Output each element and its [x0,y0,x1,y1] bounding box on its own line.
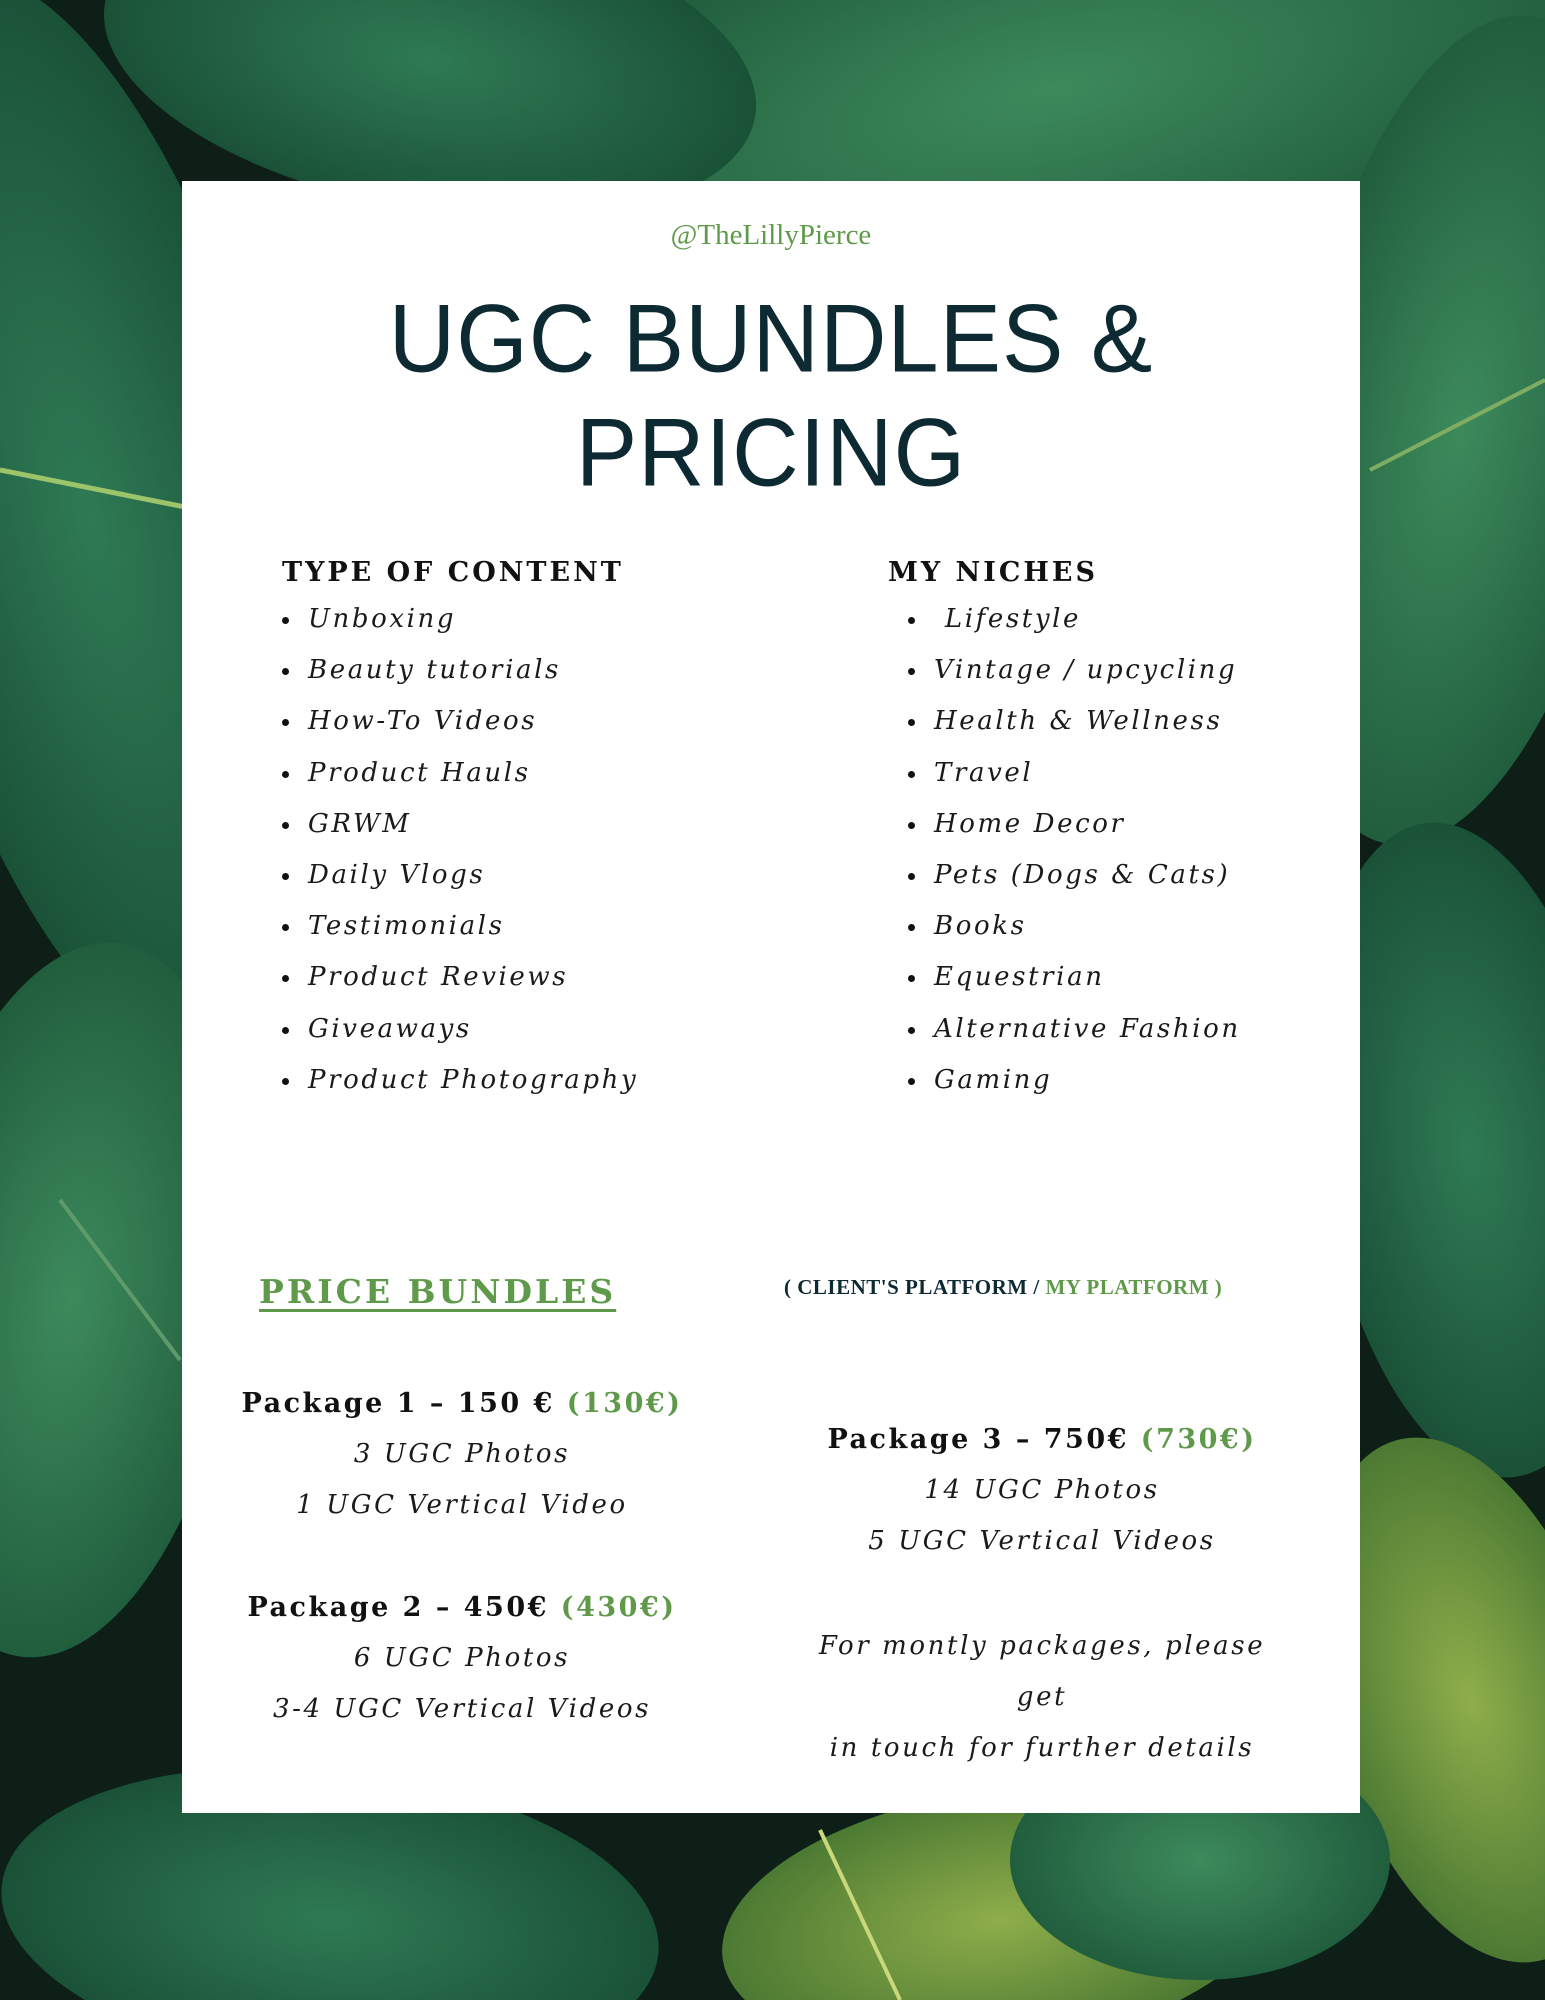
monthly-packages-note [802,1621,1282,1774]
package-item: 3 UGC Photos [353,1439,571,1469]
package-item: 1 UGC Vertical Video [296,1490,628,1520]
package-2 [222,1582,702,1735]
package-item: 3-4 UGC Vertical Videos [272,1694,652,1724]
social-handle: @TheLillyPierce [670,219,872,251]
list-item: Product Photography [282,1055,638,1106]
package-my-platform-price: (430€) [560,1592,677,1623]
page-title-line-1: UGC BUNDLES & [388,285,1154,393]
list-item: Beauty tutorials [282,645,638,696]
list-item: Lifestyle [908,594,1241,645]
list-item: Product Hauls [282,748,638,799]
price-bundles-heading: PRICE BUNDLES [259,1272,617,1311]
platform-legend [784,1275,1222,1300]
package-3 [802,1414,1282,1567]
package-item: 5 UGC Vertical Videos [868,1526,1216,1556]
package-item: 6 UGC Photos [353,1643,571,1673]
note-line: in touch for further details [829,1733,1255,1763]
package-title: Package 2 – 450€ (430€) [247,1592,677,1623]
list-item: Unboxing [282,594,638,645]
list-item: Daily Vlogs [282,850,638,901]
list-item: Equestrian [908,952,1241,1003]
list-item: Gaming [908,1055,1241,1106]
list-item: Travel [908,748,1241,799]
niches-heading: MY NICHES [888,557,1098,588]
content-types-heading: TYPE OF CONTENT [282,557,624,588]
list-item: Home Decor [908,799,1241,850]
package-title: Package 3 – 750€ (730€) [827,1424,1257,1455]
list-item: How-To Videos [282,696,638,747]
pricing-card [182,181,1360,1813]
page-title-line-2: PRICING [575,399,967,507]
list-item: Giveaways [282,1004,638,1055]
list-item: Testimonials [282,901,638,952]
package-1 [222,1378,702,1531]
list-item: GRWM [282,799,638,850]
list-item: Health & Wellness [908,696,1241,747]
package-title: Package 1 – 150 € (130€) [241,1388,683,1419]
package-item: 14 UGC Photos [924,1475,1160,1505]
content-types-list [282,594,638,1106]
package-my-platform-price: (730€) [1140,1424,1257,1455]
list-item: Alternative Fashion [908,1004,1241,1055]
note-line: For montly packages, please get [818,1631,1266,1712]
list-item: Product Reviews [282,952,638,1003]
list-item: Books [908,901,1241,952]
list-item: Pets (Dogs & Cats) [908,850,1241,901]
list-item: Vintage / upcycling [908,645,1241,696]
client-platform-label: ( CLIENT'S PLATFORM / [784,1275,1040,1299]
package-my-platform-price: (130€) [566,1388,683,1419]
my-platform-label: MY PLATFORM ) [1045,1275,1223,1299]
niches-list [908,594,1241,1106]
